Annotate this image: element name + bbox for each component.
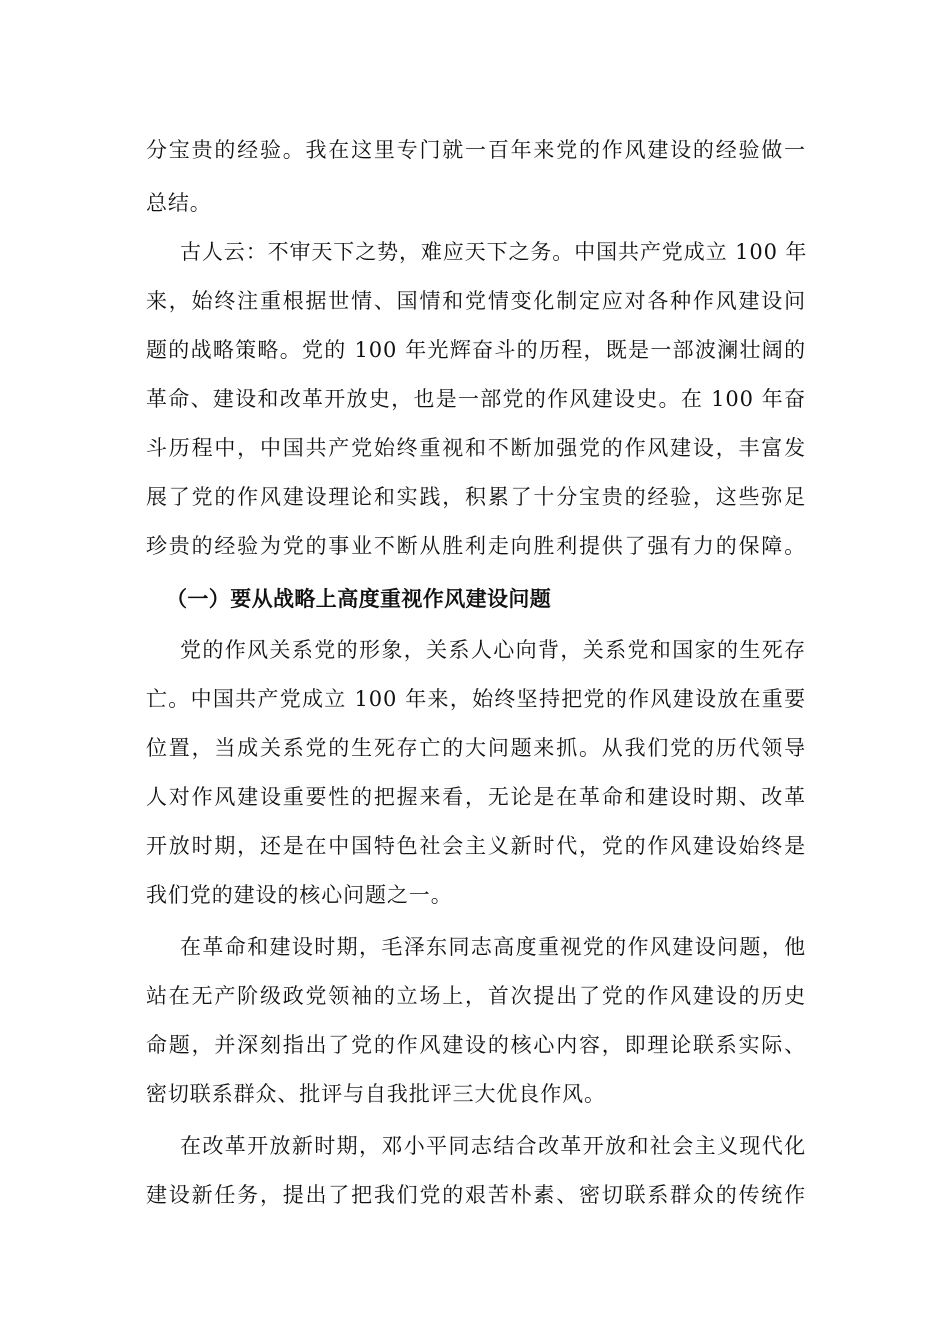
text-line: 开放时期，还是在中国特色社会主义新时代，党的作风建设始终是: [146, 834, 806, 858]
text-line: 斗历程中，中国共产党始终重视和不断加强党的作风建设，丰富发: [146, 436, 806, 460]
text-line: 位置，当成关系党的生死存亡的大问题来抓。从我们党的历代领导: [146, 736, 806, 760]
text-line: 站在无产阶级政党领袖的立场上，首次提出了党的作风建设的历史: [146, 984, 806, 1008]
text-line: 珍贵的经验为党的事业不断从胜利走向胜利提供了强有力的保障。: [146, 534, 806, 558]
paragraph-first-line: 在改革开放新时期，邓小平同志结合改革开放和社会主义现代化: [180, 1134, 806, 1158]
text-line: 分宝贵的经验。我在这里专门就一百年来党的作风建设的经验做一: [146, 138, 806, 162]
text-line: 总结。: [146, 191, 212, 215]
text-line: 建设新任务，提出了把我们党的艰苦朴素、密切联系群众的传统作: [146, 1183, 806, 1207]
text-line: 人对作风建设重要性的把握来看，无论是在革命和建设时期、改革: [146, 785, 806, 809]
text-line: 来，始终注重根据世情、国情和党情变化制定应对各种作风建设问: [146, 289, 806, 313]
text-line: 亡。中国共产党成立 100 年来，始终坚持把党的作风建设放在重要: [146, 687, 806, 711]
text-line: 我们党的建设的核心问题之一。: [146, 883, 453, 907]
text-line: 革命、建设和改革开放史，也是一部党的作风建设史。在 100 年奋: [146, 387, 806, 411]
text-line: 密切联系群众、批评与自我批评三大优良作风。: [146, 1082, 606, 1106]
paragraph-first-line: 党的作风关系党的形象，关系人心向背，关系党和国家的生死存: [180, 638, 806, 662]
text-line: 命题，并深刻指出了党的作风建设的核心内容，即理论联系实际、: [146, 1033, 806, 1057]
paragraph-first-line: 古人云：不审天下之势，难应天下之务。中国共产党成立 100 年: [180, 240, 808, 264]
section-heading: （一）要从战略上高度重视作风建设问题: [166, 587, 552, 611]
text-line: 题的战略策略。党的 100 年光辉奋斗的历程，既是一部波澜壮阔的: [146, 338, 806, 362]
text-line: 展了党的作风建设理论和实践，积累了十分宝贵的经验，这些弥足: [146, 485, 806, 509]
paragraph-first-line: 在革命和建设时期，毛泽东同志高度重视党的作风建设问题，他: [180, 935, 806, 959]
